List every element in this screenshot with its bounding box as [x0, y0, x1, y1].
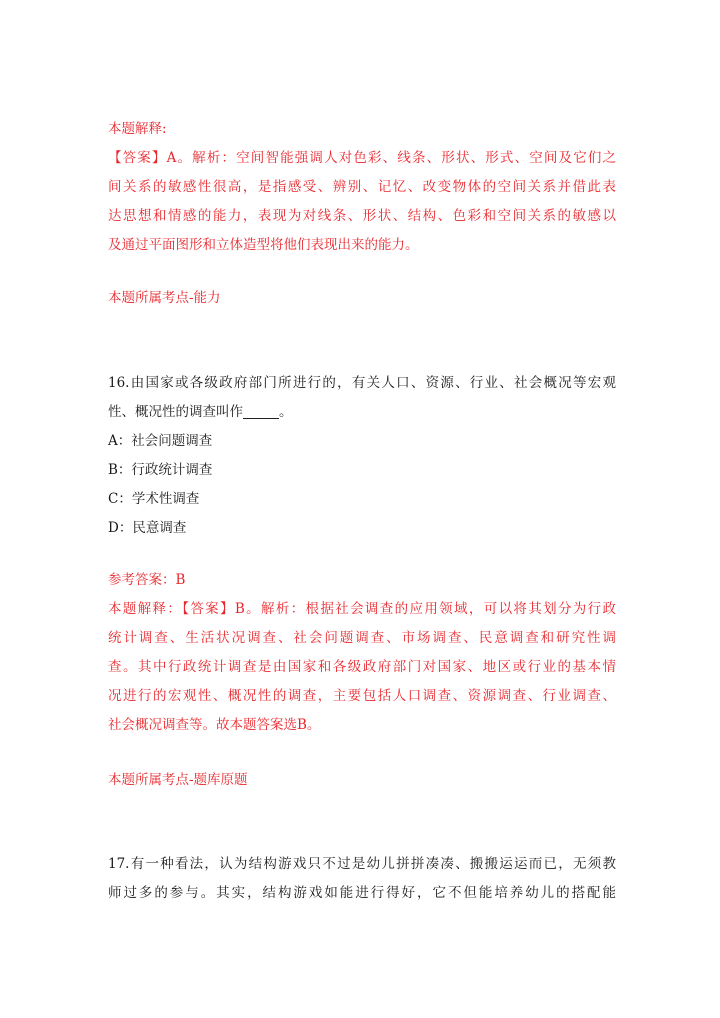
- explanation-line: 社会概况调查等。故本题答案选B。: [108, 717, 321, 733]
- reference-answer: 参考答案：B: [108, 572, 186, 588]
- question-stem-line: 17.有一种看法，认为结构游戏只不过是幼儿拼拼凑凑、搬搬运运而已，无须教: [108, 856, 616, 872]
- q15-knowledge-point: 本题所属考点-能力: [108, 290, 221, 306]
- explanation-line: 查。其中行政统计调查是由国家和各级政府部门对国家、地区或行业的基本情: [108, 659, 616, 675]
- q16-answer-section: [108, 566, 616, 740]
- question-stem-line: 师过多的参与。其实，结构游戏如能进行得好，它不但能培养幼儿的搭配能: [108, 885, 616, 901]
- explanation-line: 及通过平面图形和立体造型将他们表现出来的能力。: [108, 237, 419, 253]
- option-b: B：行政统计调查: [108, 462, 213, 478]
- q16-question: [108, 369, 616, 543]
- q15-explanation: [108, 115, 616, 260]
- stem-text: 。: [279, 404, 293, 420]
- question-stem-line: [108, 398, 616, 427]
- explanation-label: 本题解释:: [108, 121, 167, 137]
- explanation-line: 【答案】A。解析：空间智能强调人对色彩、线条、形状、形式、空间及它们之: [108, 150, 616, 166]
- explanation-line: 况进行的宏观性、概况性的调查，主要包括人口调查、资源调查、行业调查、: [108, 688, 616, 704]
- explanation-line: 间关系的敏感性很高，是指感受、辨别、记忆、改变物体的空间关系并借此表: [108, 179, 616, 195]
- explanation-line: 达思想和情感的能力，表现为对线条、形状、结构、色彩和空间关系的敏感以: [108, 208, 616, 224]
- q16-knowledge-point: 本题所属考点-题库原题: [108, 772, 248, 788]
- option-c: C：学术性调查: [108, 491, 200, 507]
- q17-question: [108, 850, 616, 908]
- answer-blank: [243, 402, 279, 419]
- explanation-line: 统计调查、生活状况调查、社会问题调查、市场调查、民意调查和研究性调: [108, 630, 616, 646]
- explanation-line: 本题解释：【答案】B。解析：根据社会调查的应用领域，可以将其划分为行政: [108, 601, 616, 617]
- option-d: D：民意调查: [108, 520, 187, 536]
- stem-text: 性、概况性的调查叫作: [108, 404, 243, 420]
- option-a: A：社会问题调查: [108, 433, 213, 449]
- question-stem-line: 16.由国家或各级政府部门所进行的，有关人口、资源、行业、社会概况等宏观: [108, 375, 616, 391]
